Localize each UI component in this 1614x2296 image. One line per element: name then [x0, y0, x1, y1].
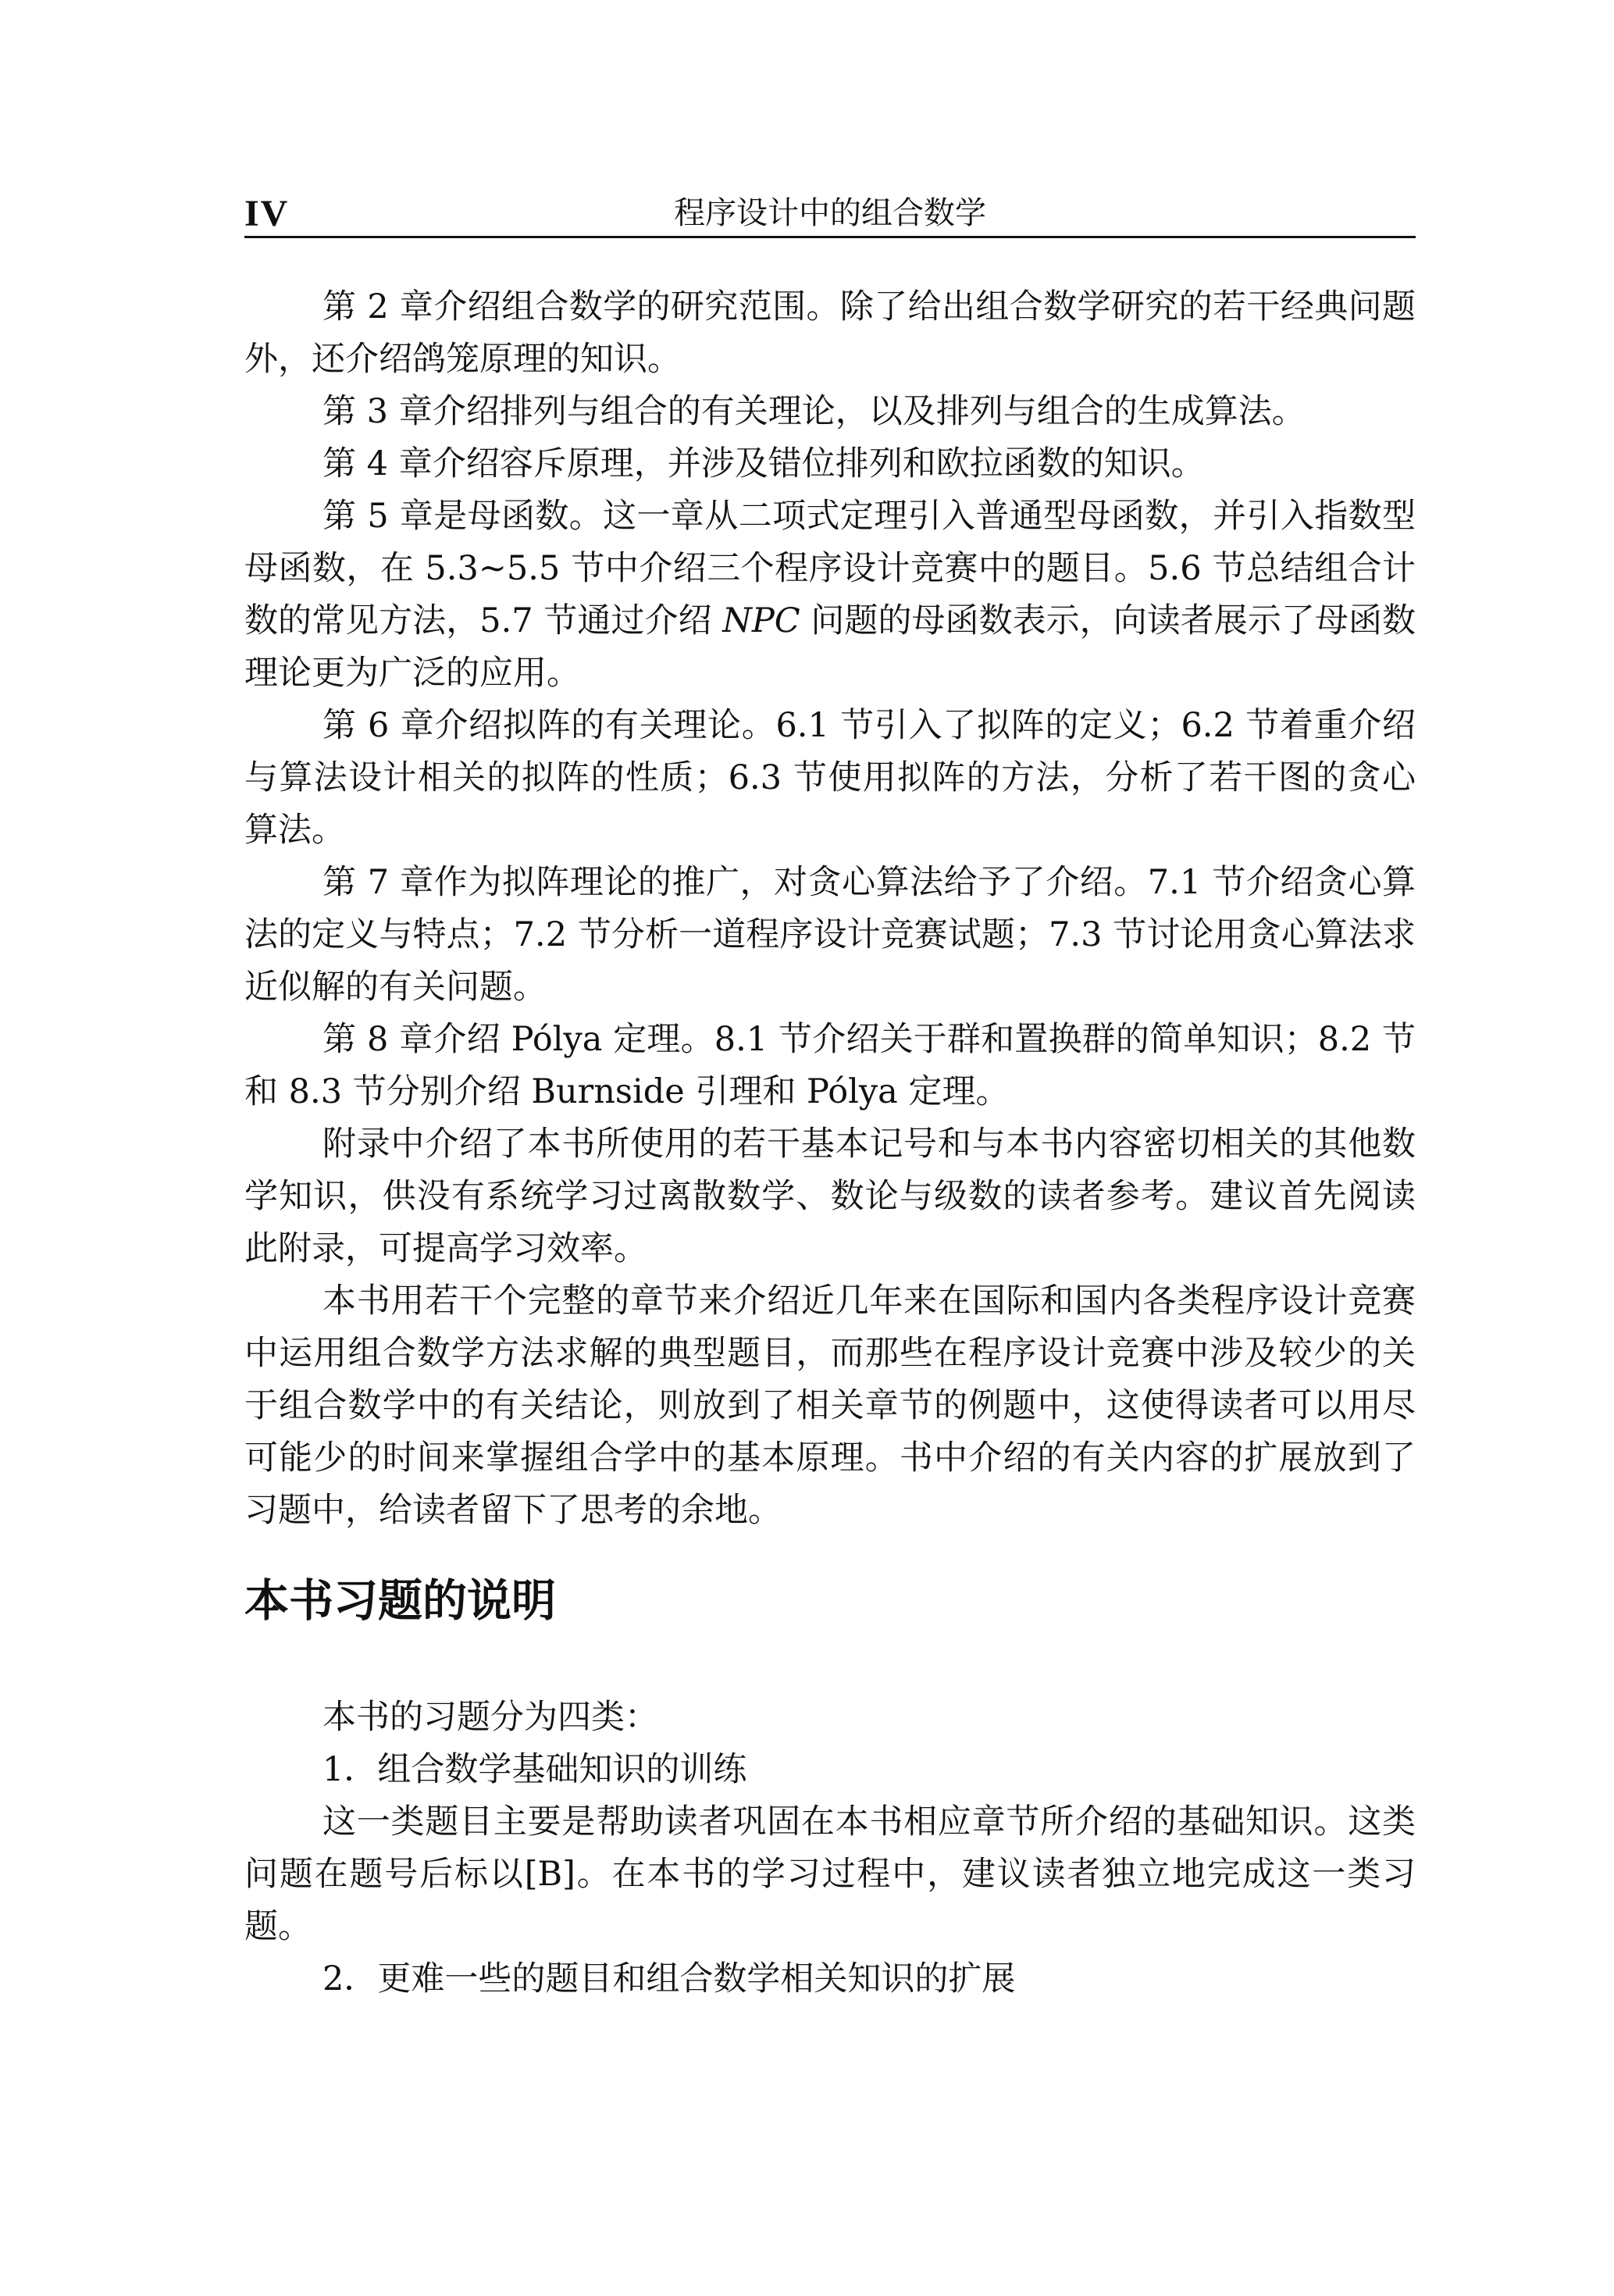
- paragraph-appendix: 附录中介绍了本书所使用的若干基本记号和与本书内容密切相关的其他数学知识，供没有系统学习过离散数学、数论与级数的读者参考。建议首先阅读此附录，可提高学习效率。: [244, 1125, 1416, 1268]
- running-title: 程序设计中的组合数学: [674, 195, 986, 231]
- section-heading: 本书习题的说明: [244, 1575, 556, 1627]
- paragraph-competition-problems: 本书用若干个完整的章节来介绍近几年来在国际和国内各类程序设计竞赛中运用组合数学方法求解的典型题目，而那些在程序设计竞赛中涉及较少的关于组合数学中的有关结论，则放到了相关章节的例题中，这使得读者可以用尽可能少的时间来掌握组合学中的基本原理。书中介绍的有关内容的扩展放到了习题中，给读者留下了思考的余地。: [244, 1282, 1416, 1530]
- list-item-category-1: 1．组合数学基础知识的训练: [322, 1750, 747, 1789]
- paragraph-chapter-5: [244, 490, 1416, 700]
- page-header: [244, 187, 1416, 236]
- chapter-5-text-a: 第 5 章是母函数。这一章从二项式定理引入普通型母函数，并引入指数型母函数，在 5.3~5.5 节中介绍三个程序设计竞赛中的题目。5.6 节总结组合计数的常见方法，5.7 节通过介绍: [244, 497, 1416, 640]
- page-body: [244, 281, 1416, 2005]
- paragraph-chapter-2: 第 2 章介绍组合数学的研究范围。除了给出组合数学研究的若干经典问题外，还介绍鸽笼原理的知识。: [244, 287, 1416, 379]
- paragraph-chapter-4: 第 4 章介绍容斥原理，并涉及错位排列和欧拉函数的知识。: [322, 444, 1205, 483]
- paragraph-chapter-7: 第 7 章作为拟阵理论的推广，对贪心算法给予了介绍。7.1 节介绍贪心算法的定义与特点；7.2 节分析一道程序设计竞赛试题；7.3 节讨论用贪心算法求近似解的有关问题。: [244, 863, 1416, 1007]
- list-item-category-2: 2．更难一些的题目和组合数学相关知识的扩展: [322, 1959, 1016, 1998]
- paragraph-exercise-categories: 本书的习题分为四类：: [322, 1698, 658, 1737]
- chapter-5-text-b: 问题的母函数表示，向读者展示了母函数理论更为广泛的应用。: [244, 601, 1416, 693]
- npc-term: NPC: [722, 601, 800, 640]
- page-number: IV: [244, 193, 290, 234]
- paragraph-chapter-6: 第 6 章介绍拟阵的有关理论。6.1 节引入了拟阵的定义；6.2 节着重介绍与算法设计相关的拟阵的性质；6.3 节使用拟阵的方法，分析了若干图的贪心算法。: [244, 706, 1416, 850]
- paragraph-chapter-3: 第 3 章介绍排列与组合的有关理论，以及排列与组合的生成算法。: [322, 392, 1306, 431]
- paragraph-chapter-8: 第 8 章介绍 Pólya 定理。8.1 节介绍关于群和置换群的简单知识；8.2 节和 8.3 节分别介绍 Burnside 引理和 Pólya 定理。: [244, 1020, 1416, 1111]
- paragraph-category-1-description: 这一类题目主要是帮助读者巩固在本书相应章节所介绍的基础知识。这类问题在题号后标以[B]。在本书的学习过程中，建议读者独立地完成这一类习题。: [244, 1802, 1416, 1946]
- header-rule: [244, 236, 1416, 238]
